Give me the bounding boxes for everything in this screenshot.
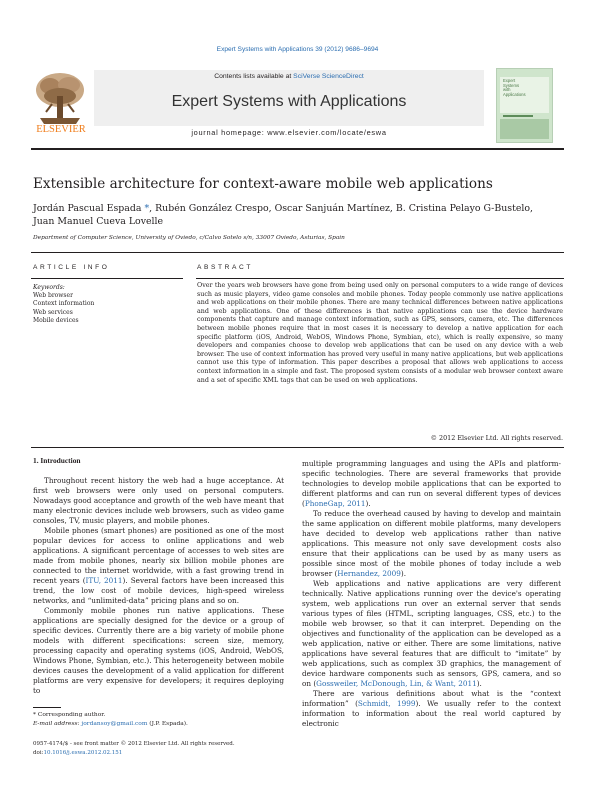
keyword: Web services <box>33 308 73 316</box>
elsevier-tree-logo <box>32 68 88 126</box>
keyword: Web browser <box>33 292 73 299</box>
issn-line: 0957-4174/$ - see front matter © 2012 Elsevier Ltd. All rights reserved. <box>33 741 235 747</box>
journal-citation[interactable]: Expert Systems with Applications 39 (2012) 9686–9694 <box>216 46 379 53</box>
cover-image <box>500 119 549 139</box>
article-title: Extensible architecture for context-aware mobile web applications <box>33 176 493 192</box>
section-rule <box>31 252 564 253</box>
body-column-left <box>33 476 284 696</box>
paragraph-text: There are various definitions about what is the “context information” ( <box>302 689 561 708</box>
front-matter <box>33 740 284 758</box>
article-info-rule <box>31 278 183 279</box>
body-paragraph <box>302 689 561 729</box>
doi-link[interactable]: 10.1016/j.eswa.2012.02.151 <box>43 750 123 756</box>
cover-text-line: Systems <box>503 82 520 88</box>
footnote-rule <box>33 707 61 708</box>
keyword: Context information <box>33 300 95 308</box>
article-info-heading: ARTICLE INFO <box>33 264 110 271</box>
paragraph-text: ). We usually refer to the context information to information about the real world captured by electronic <box>302 699 561 728</box>
author-email-link[interactable]: jordansoy@gmail.com <box>81 721 148 727</box>
corresponding-author-mark[interactable]: * <box>141 203 150 214</box>
paragraph-text: Mobile phones (smart phones) are positioned as one of the most popular devices for access to online applications and web applications. A significant percentage of accesses to web sites are made from mobile phones, nearly six billion mobile phones are connected to the internet worldwide, with a fast growing trend in recent years ( <box>33 526 284 585</box>
abstract-bottom-rule <box>31 447 564 448</box>
paragraph-text: Web applications and native applications are very different technically. Native applications running over the device's operating system, web applications run over an external server that sends various types of files (HTML, scripting languages, CSS, etc.) to the mobile web browser, so that it can interpret. Depending on the objectives and functionality of the application can be developed as a web application, native or either. There are some limitations, native applications have several features that are difficult to “imitate” by web applications, such as complex 3D graphics, the management of device hardware components such as sensors, GPS, camera, and so on ( <box>302 579 561 688</box>
body-column-right <box>302 459 561 729</box>
email-suffix: (J.P. Espada). <box>147 721 188 727</box>
author-list <box>33 202 563 228</box>
citation-link[interactable]: Gossweiler, McDonough, Lin, & Want, 2011 <box>316 679 477 688</box>
journal-title: Expert Systems with Applications <box>171 93 407 110</box>
cover-title-band <box>500 77 549 113</box>
author-name: Jordán Pascual Espada <box>33 203 142 214</box>
body-paragraph <box>302 509 561 579</box>
contents-available-line <box>94 73 484 80</box>
homepage-prefix: journal homepage: <box>191 128 268 137</box>
header-rule <box>31 148 564 150</box>
paragraph-text: Commonly mobile phones run native applications. These applications are specially designed for the device or a group of specific devices. Currently there are a big variety of mobile phone models with different specifications: screen size, memory, processing capacity and operating systems (iOS, Android, WebOS, Windows Phone, Symbian, etc.). This heterogeneity between mobile devices causes the development of a valid application for different platforms are very expensive for developers; it requires deploying to <box>33 606 284 695</box>
author-names: Juan Manuel Cueva Lovelle <box>33 216 164 228</box>
abstract-heading: ABSTRACT <box>197 264 253 271</box>
body-paragraph <box>302 579 561 689</box>
citation-link[interactable]: PhoneGap, 2011 <box>304 499 366 508</box>
citation-link[interactable]: Hernandez, 2009 <box>337 569 401 578</box>
keyword: Mobile devices <box>33 317 79 325</box>
footnote-mark: * <box>33 712 36 718</box>
author-names: , Rubén González Crespo, Oscar Sanjuán Martínez, B. Cristina Pelayo G-Bustelo, <box>149 203 534 214</box>
footnote <box>33 711 284 729</box>
homepage-url[interactable]: www.elsevier.com/locate/eswa <box>267 128 387 137</box>
contents-prefix: Contents lists available at <box>214 73 294 80</box>
keywords-list <box>33 292 94 326</box>
keywords-label: Keywords: <box>33 284 65 291</box>
elsevier-wordmark: ELSEVIER <box>36 124 86 135</box>
abstract-rule <box>196 278 564 279</box>
body-paragraph <box>33 606 284 696</box>
cover-text-line: Expert <box>503 78 516 83</box>
footnote-corresponding: Corresponding author. <box>35 712 106 718</box>
citation-link[interactable]: ITU, 2011 <box>85 576 123 585</box>
abstract-text: Over the years web browsers have gone from being used only on personal computers to a wide range of devices such as music players, video game consoles and mobile phones. Today people commonly use native applications and web applications on their mobile phones. There are many technical differences between native applications and web applications. One of these differences is that native applications can use the device hardware components that capture and manage context information, such as GPS, sensors, camera, etc. The differences between mobile phones require that in most cases it is necessary to develop a native application for each specific platform (iOS, Android, WebOS, Windows Phone, Symbian, etc), which is really expensive, so many developers and companies choose to develop web applications that can be used on any device with a web browser. The use of context information has proved very useful in many native applications, but web applications cannot use this type of information. This paper describes a proposal that allows web applications to access context information in a simple and fast. The proposed system consists of a modular web browser context aware and a set of specific XML tags that can be used on web applications. <box>197 282 563 384</box>
paragraph-text: ). <box>476 679 482 688</box>
section-heading-introduction: 1. Introduction <box>33 456 81 465</box>
journal-homepage-line <box>94 128 484 137</box>
paragraph-text: multiple programming languages and using the APIs and platform-specific technologies. There are several frameworks that provide technologies to develop mobile applications that can be exported to different platforms and can run on several different types of devices ( <box>302 459 561 508</box>
cover-bar <box>503 115 533 117</box>
paragraph-text: To reduce the overhead caused by having to develop and maintain the same application on different mobile platforms, many developers have decided to develop web applications rather than native applications. This measure not only save development costs also ensure that their applications can be used by as many users as possible since most of the mobile phones of today include a web browser ( <box>302 509 561 578</box>
paragraph-text: ). Several factors have been increased this trend, the low cost of mobile devices, high-speed wireless networks, and “unlimited-data” pricing plans and so on. <box>33 576 284 605</box>
paragraph-text: ). <box>365 499 371 508</box>
body-paragraph <box>302 459 561 509</box>
copyright-notice: © 2012 Elsevier Ltd. All rights reserved. <box>430 434 563 442</box>
author-affiliation: Department of Computer Science, University of Oviedo, c/Calvo Sotelo s/n, 33007 Oviedo, Asturias, Spain <box>33 235 345 241</box>
citation-link[interactable]: Schmidt, 1999 <box>357 699 416 708</box>
cover-text-line: with <box>503 87 511 93</box>
body-paragraph <box>33 476 284 526</box>
paragraph-text: ). <box>400 569 406 578</box>
email-label: E-mail address: <box>33 721 82 727</box>
paragraph-text: Throughout recent history the web had a huge acceptance. At first web browsers were only used on personal computers. Nowadays good acceptance and growth of the web have meant that many electronic devices include web browsers, such as video game consoles, TV, music players, and mobile phones. <box>33 476 284 525</box>
journal-cover-thumbnail <box>496 68 553 143</box>
body-paragraph <box>33 526 284 606</box>
cover-text-line: Applications <box>503 91 526 97</box>
sciencedirect-link[interactable]: SciVerse ScienceDirect <box>293 73 364 80</box>
doi-prefix: doi: <box>33 750 44 756</box>
